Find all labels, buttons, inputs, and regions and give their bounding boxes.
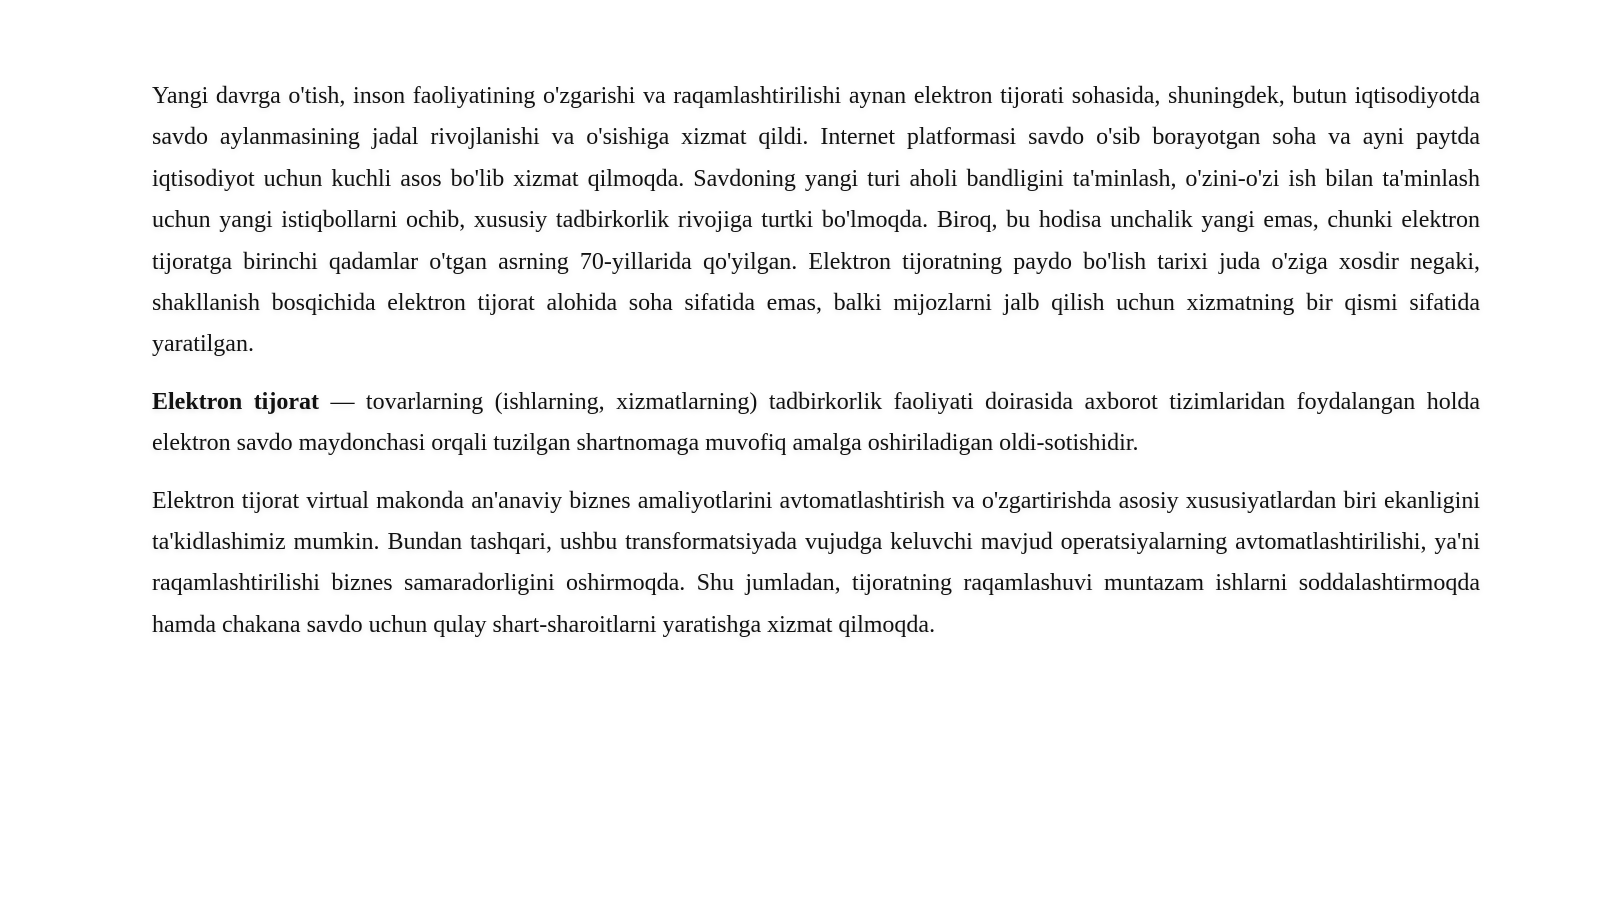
paragraph-intro: Yangi davrga o'tish, inson faoliyatining o'zgarishi va raqamlashtirilishi aynan elektron tijorati sohasida, shuningdek, butun iqtisodiyotda savdo aylanmasining jadal rivojlanishi va o'sishiga xizmat qildi. Internet platformasi savdo o'sib borayotgan soha va ayni paytda iqtisodiyot uchun kuchli asos bo'lib xizmat qilmoqda. Savdoning yangi turi aholi bandligini ta'minlash, o'zini-o'zi ish bilan ta'minlash uchun yangi istiqbollarni ochib, xususiy tadbirkorlik rivojiga turtki bo'lmoqda. Biroq, bu hodisa unchalik yangi emas, chunki elektron tijoratga birinchi qadamlar o'tgan asrning 70-yillarida qo'yilgan. Elektron tijoratning paydo bo'lish tarixi juda o'ziga xosdir negaki, shakllanish bosqichida elektron tijorat alohida soha sifatida emas, balki mijozlarni jalb qilish uchun xizmatning bir qismi sifatida yaratilgan.	[152, 83, 1480, 358]
document-body	[152, 76, 1480, 662]
definition-term: Elektron tijorat	[152, 388, 319, 415]
paragraph-conclusion: Elektron tijorat virtual makonda an'anaviy biznes amaliyotlarini avtomatlashtirish va o'zgartirishda asosiy xususiyatlardan biri ekanligini ta'kidlashimiz mumkin. Bundan tashqari, ushbu transformatsiyada vujudga keluvchi mavjud operatsiyalarning avtomatlashtirilishi, ya'ni raqamlashtirilishi biznes samaradorligini oshirmoqda. Shu jumladan, tijoratning raqamlashuvi muntazam ishlarni soddalashtirmoqda hamda chakana savdo uchun qulay shart-sharoitlarni yaratishga xizmat qilmoqda.	[152, 487, 1480, 638]
paragraph-definition	[152, 382, 1480, 465]
definition-text: — tovarlarning (ishlarning, xizmatlarning) tadbirkorlik faoliyati doirasida axborot tizimlaridan foydalangan holda elektron savdo maydonchasi orqali tuzilgan shartnomaga muvofiq amalga oshiriladigan oldi-sotishidir.	[152, 388, 1481, 457]
